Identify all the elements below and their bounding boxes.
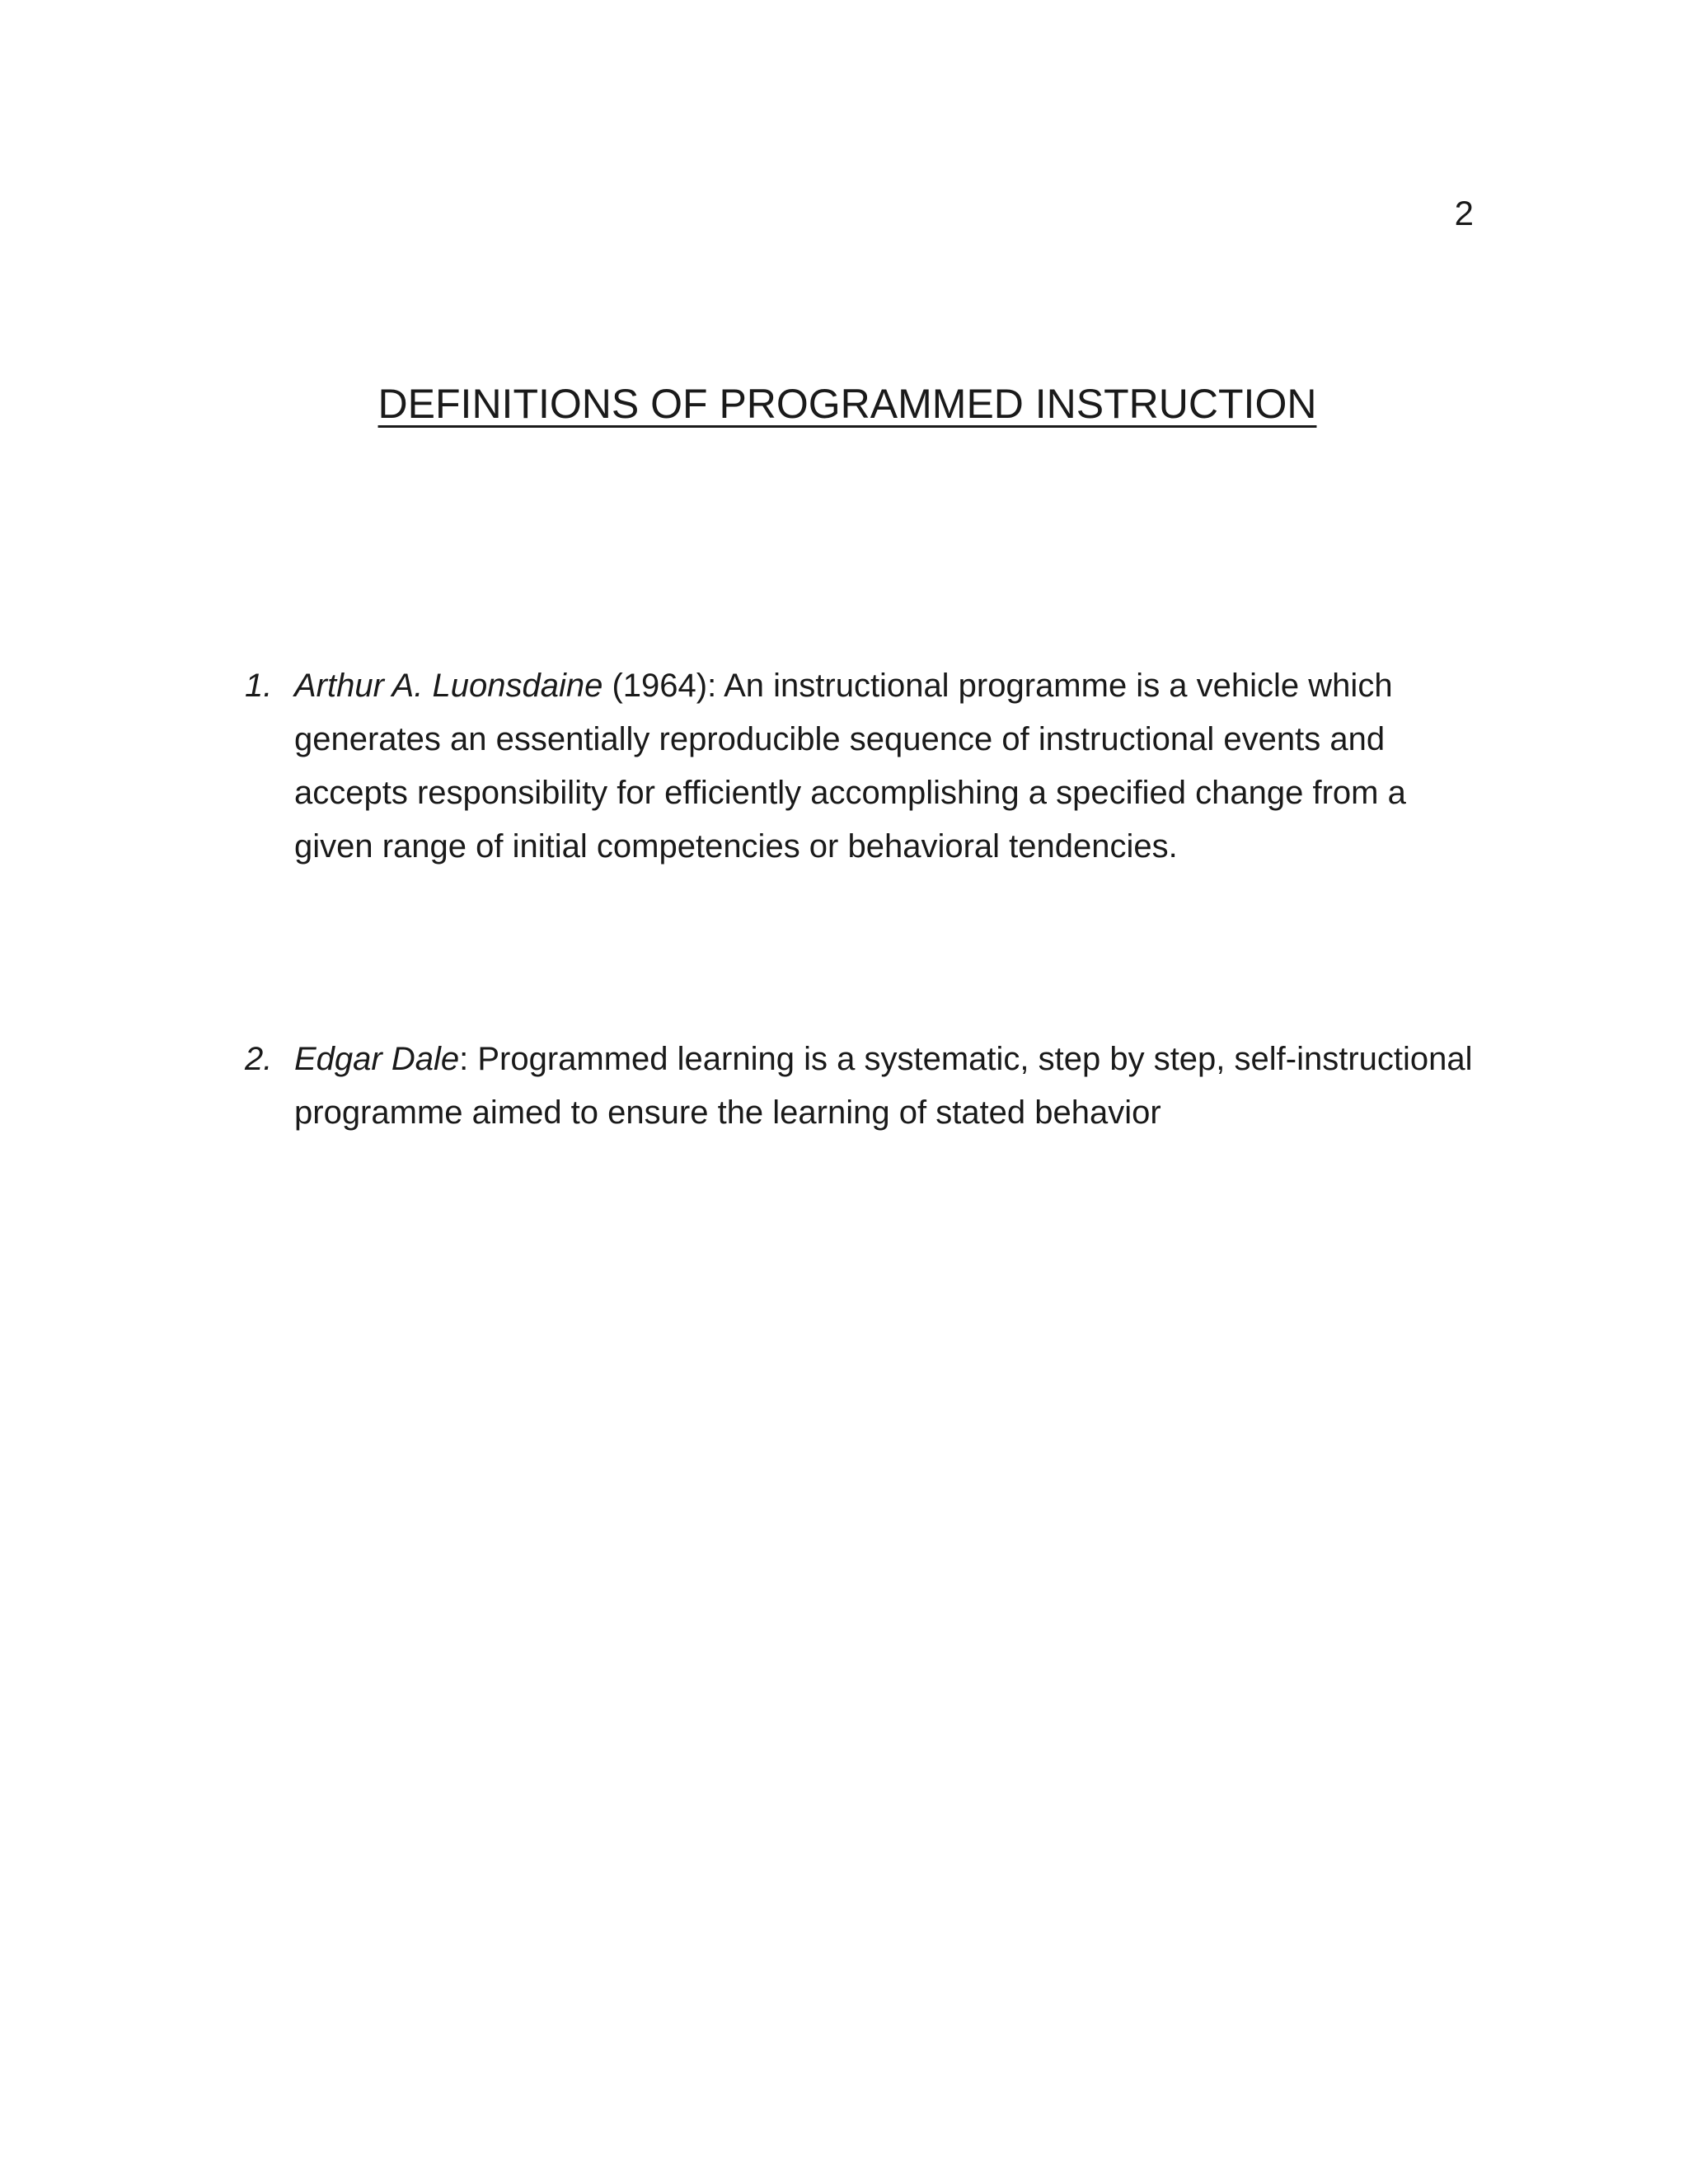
page-number: 2 — [1454, 194, 1474, 232]
definition-text: Programmed learning is a systematic, step by step, self-instructional programme aimed to ensure the learning of stated behavior — [294, 1041, 1473, 1131]
definition-text: An instructional programme is a vehicle which generates an essentially reproducible sequence of instructional events and accepts responsibility for efficiently accomplishing a specified change from a given range of initial competencies or behavioral tendencies. — [294, 668, 1406, 865]
page-title — [0, 382, 1688, 427]
definition-body — [294, 1033, 1481, 1140]
page-title-text: DEFINITIONS OF PROGRAMMED INSTRUCTION — [377, 381, 1317, 427]
definition-number: 1. — [245, 668, 273, 704]
definition-separator: : — [459, 1041, 478, 1077]
definition-body — [294, 659, 1481, 874]
definition-number: 2. — [245, 1041, 273, 1077]
definition-author: Arthur A. Luonsdaine — [294, 668, 603, 704]
definition-year: (1964): — [603, 668, 724, 704]
definition-author: Edgar Dale — [294, 1041, 460, 1077]
